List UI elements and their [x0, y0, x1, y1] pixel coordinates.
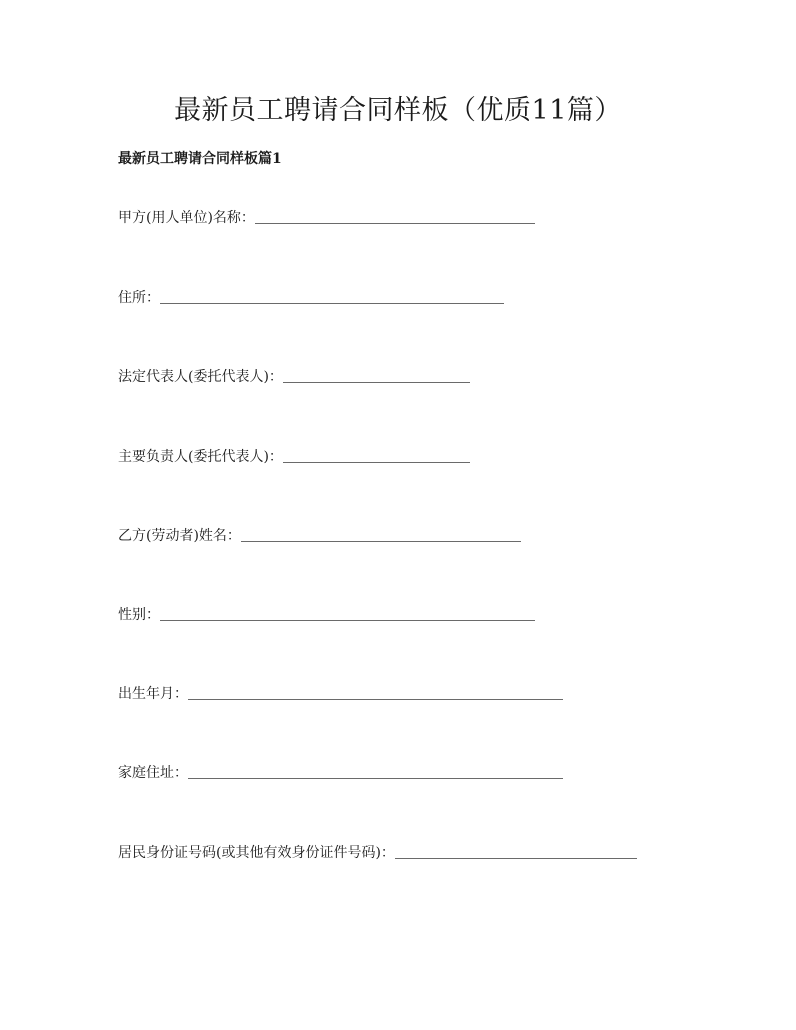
field-label: 出生年月： — [118, 686, 188, 702]
field-id-number — [118, 842, 637, 864]
field-address — [118, 287, 504, 309]
field-label: 住所： — [118, 290, 160, 306]
section-title: 最新员工聘请合同样板篇1 — [118, 151, 282, 167]
field-label: 乙方(劳动者)姓名： — [118, 528, 241, 544]
field-home-address — [118, 762, 563, 784]
fill-in-blank — [160, 619, 535, 621]
field-employee-name — [118, 525, 521, 547]
field-legal-representative — [118, 366, 470, 388]
fill-in-blank — [188, 698, 563, 700]
field-employer-name — [118, 207, 535, 229]
fill-in-blank — [241, 540, 521, 542]
field-birth-date — [118, 683, 563, 705]
field-label: 家庭住址： — [118, 765, 188, 781]
field-label: 主要负责人(委托代表人)： — [118, 449, 283, 465]
field-label: 法定代表人(委托代表人)： — [118, 369, 283, 385]
field-label: 居民身份证号码(或其他有效身份证件号码)： — [118, 845, 395, 861]
fill-in-blank — [160, 302, 504, 304]
fill-in-blank — [395, 857, 637, 859]
field-label: 甲方(用人单位)名称： — [118, 210, 255, 226]
fill-in-blank — [188, 777, 563, 779]
fill-in-blank — [283, 381, 470, 383]
field-principal-responsible — [118, 446, 470, 468]
field-label: 性别： — [118, 607, 160, 623]
fill-in-blank — [283, 461, 470, 463]
field-gender — [118, 604, 535, 626]
fill-in-blank — [255, 222, 535, 224]
document-title: 最新员工聘请合同样板（优质11篇） — [174, 95, 622, 126]
